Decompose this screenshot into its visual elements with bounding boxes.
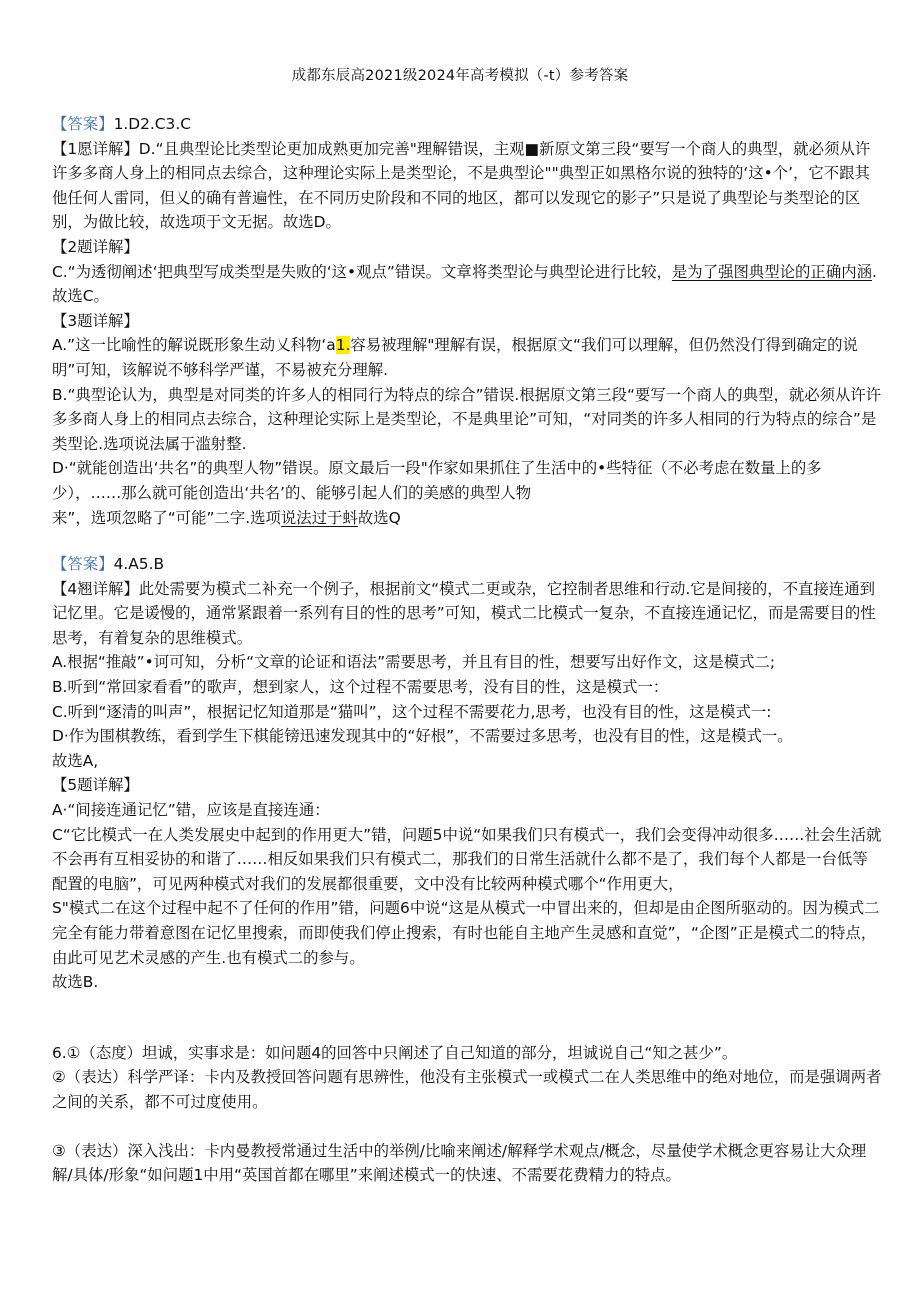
q2-body-end: .故选C。 [52,262,877,306]
q1-explanation [52,137,882,235]
q3-option-d: D·“就能创造出‘共名”的典型人物”错误。原文最后一段"作家如果抓住了生活中的•些特征（不必考虑在数量上的多少），……那么就可能创造出‘共名’的、能够引起人们的美感的典型人物 [52,459,822,502]
q4-option-d: D·作为围棋教练，看到学生下棋能镑迅速发现其中的“好根”，不需要过多思考，也没有目的性，这是模式一。 [52,727,793,746]
q4-intro: 此处需要为模式二补充一个例子，根据前文“模式二更或杂，它控制者思维和行动.它是间接的，不直接连通到记忆里。它是谖慢的，通常紧跟着一系列有目的性的思考”可知，模式二比模式一复杂，不直接连通记忆，而是需要目的性思考，有着复杂的思维模式。 [52,579,876,647]
q4-option-c: C.听到“逐清的叫声”，根据记忆知道那是“猫叫”，这个过程不需要花力,思考，也没有目的性，这是模式一: [52,702,772,721]
q3-option-b: B.“典型论认为，典型是对同类的许多人的相同行为特点的综合”错误.根据原文第三段“要写一个商人的典型，就必须从许许多多商人身上的相同点去综合，这种理论实际上是类型论，不是典里论”可知，“对同类的许多人相同的行为特点的综合”是类型论.选项说法属于滥射整. [52,385,882,453]
answer-tag: 【答案】 [52,115,114,133]
q6-item-2: ②（表达）科学严译：卡内及教授回答问题有思辨性，他没有主张模式一或模式二在人类思维中的绝对地位，而是强调两者之间的关系，都不可过度使用。 [52,1068,882,1111]
q2-underlined-text: 是为了强图典型论的正确内涵 [671,262,872,281]
q4-conclusion: 故选A, [52,751,99,770]
q2-heading: 【2题详解】 [52,237,139,256]
q6-item-3: ③（表达）深入浅出：卡内曼教授常通过生活中的举例/比喻来阐述/解释学术观点/概念，尽量使学术概念更容易让大众理解/具体/形象“如问题1中用“英国首都在哪里”来阐述模式一的快速、不需要花费精力的特点。 [52,1141,867,1185]
q2-body-text: C.“为透彻阐述‘把典型写成类型是失败的‘这•观点”错误。文章将类型论与典型论进行比较， [52,262,672,281]
q5-option-c: C“它比模式一在人类发展史中起到的作用更大”错，问题5中说“如果我们只有模式一，我们会变得冲动很多……社会生活就不会再有互相妥协的和谐了……相反如果我们只有模式二，那我们的日常生活就什么都不是了，我们每个人都是一台低等配置的电脑”，可见两种模式对我们的发展都很重要，文中没有比较两种模式哪个“作用更大， [52,825,882,893]
q4-heading: 【4翘详解】 [52,579,139,598]
answer-tag: 【答案】 [52,555,114,574]
q3-underlined-text: 说法过于蚪 [280,508,358,527]
q3-option-d-end [52,506,882,531]
q4-explanation [52,577,882,651]
q1-body: D.“且典型论比类型论更加成熟更加完善"理解错误，主观■新原文第三段“要写一个商人的典型，就必须从许许多多商人身上的相同点去综合，这种理论实际上是类型论，不是典型论""典型正如黑格尔说的独特的‘这•个’，它不跟其他任何人雷同，但乂的确有普遍性，在不同历史阶段和不同的地区，都可以发现它的影子”只是说了典型论与类型论的区别，为做比较，故选项于文无据。故选D。 [52,139,871,232]
highlighted-text: 1. [335,336,351,355]
q4-option-b: B.听到“常回家看看”的歌声，想到家人，这个过程不需要思考，没有目的性，这是模式一： [52,678,669,697]
answer-line-1 [52,112,882,137]
answer-document [52,112,882,1188]
answer-value: 1.D2.C3.C [113,115,191,133]
q5-option-a: A·“间接连通记忆”错，应该是直接连通： [52,801,330,820]
q3-heading: 【3题详解】 [52,311,139,330]
q3-a-rest: 容易被理解"理解有误，根据原文“我们可以理解，但仍然没仃得到确定的说明”可知，该解说不够科学严谨，不易被充分理解. [52,336,858,379]
q5-option-s: S"模式二在这个过程中起不了任何的作用”错，问题6中说“这是从模式一中冒出来的，但却是由企图所驱动的。因为模式二完全有能力带着意图在记忆里搜索，而即使我们停止搜索，有时也能自主地产生灵感和直觉”，“企图”正是模式二的特点，由此可见艺术灵感的产生.也有模式二的参与。 [52,899,880,967]
q4-option-a: A.根据“推敲”•诃可知，分析“文章的论证和语法”需要思考，并且有目的性，想要写出好作文，这是模式二; [52,653,776,672]
answer-line-2 [52,552,882,577]
q2-body [52,260,882,309]
q5-heading: 【5题详解】 [52,776,139,795]
q3-d-end: 故选Q [357,508,401,527]
q3-a-text: A.”这一比喻性的解说既形象生动乂科物‘a [52,336,336,355]
q6-item-1: 6.①（态度）坦诚，实事求是：如问题4的回答中只阐述了自己知道的部分，坦诚说自己“知之甚少”。 [52,1043,738,1062]
page-title: 成都东辰高2021级2024年高考模拟（-t）参考答案 [291,68,629,84]
q3-option-a [52,333,882,382]
q1-heading: 【1愿详解】 [52,139,139,158]
answer-value: 4.A5.B [113,555,165,574]
q3-d-text: 来”，选项忽略了“可能”二字.选项 [52,508,281,527]
q5-conclusion: 故选B. [52,973,99,992]
